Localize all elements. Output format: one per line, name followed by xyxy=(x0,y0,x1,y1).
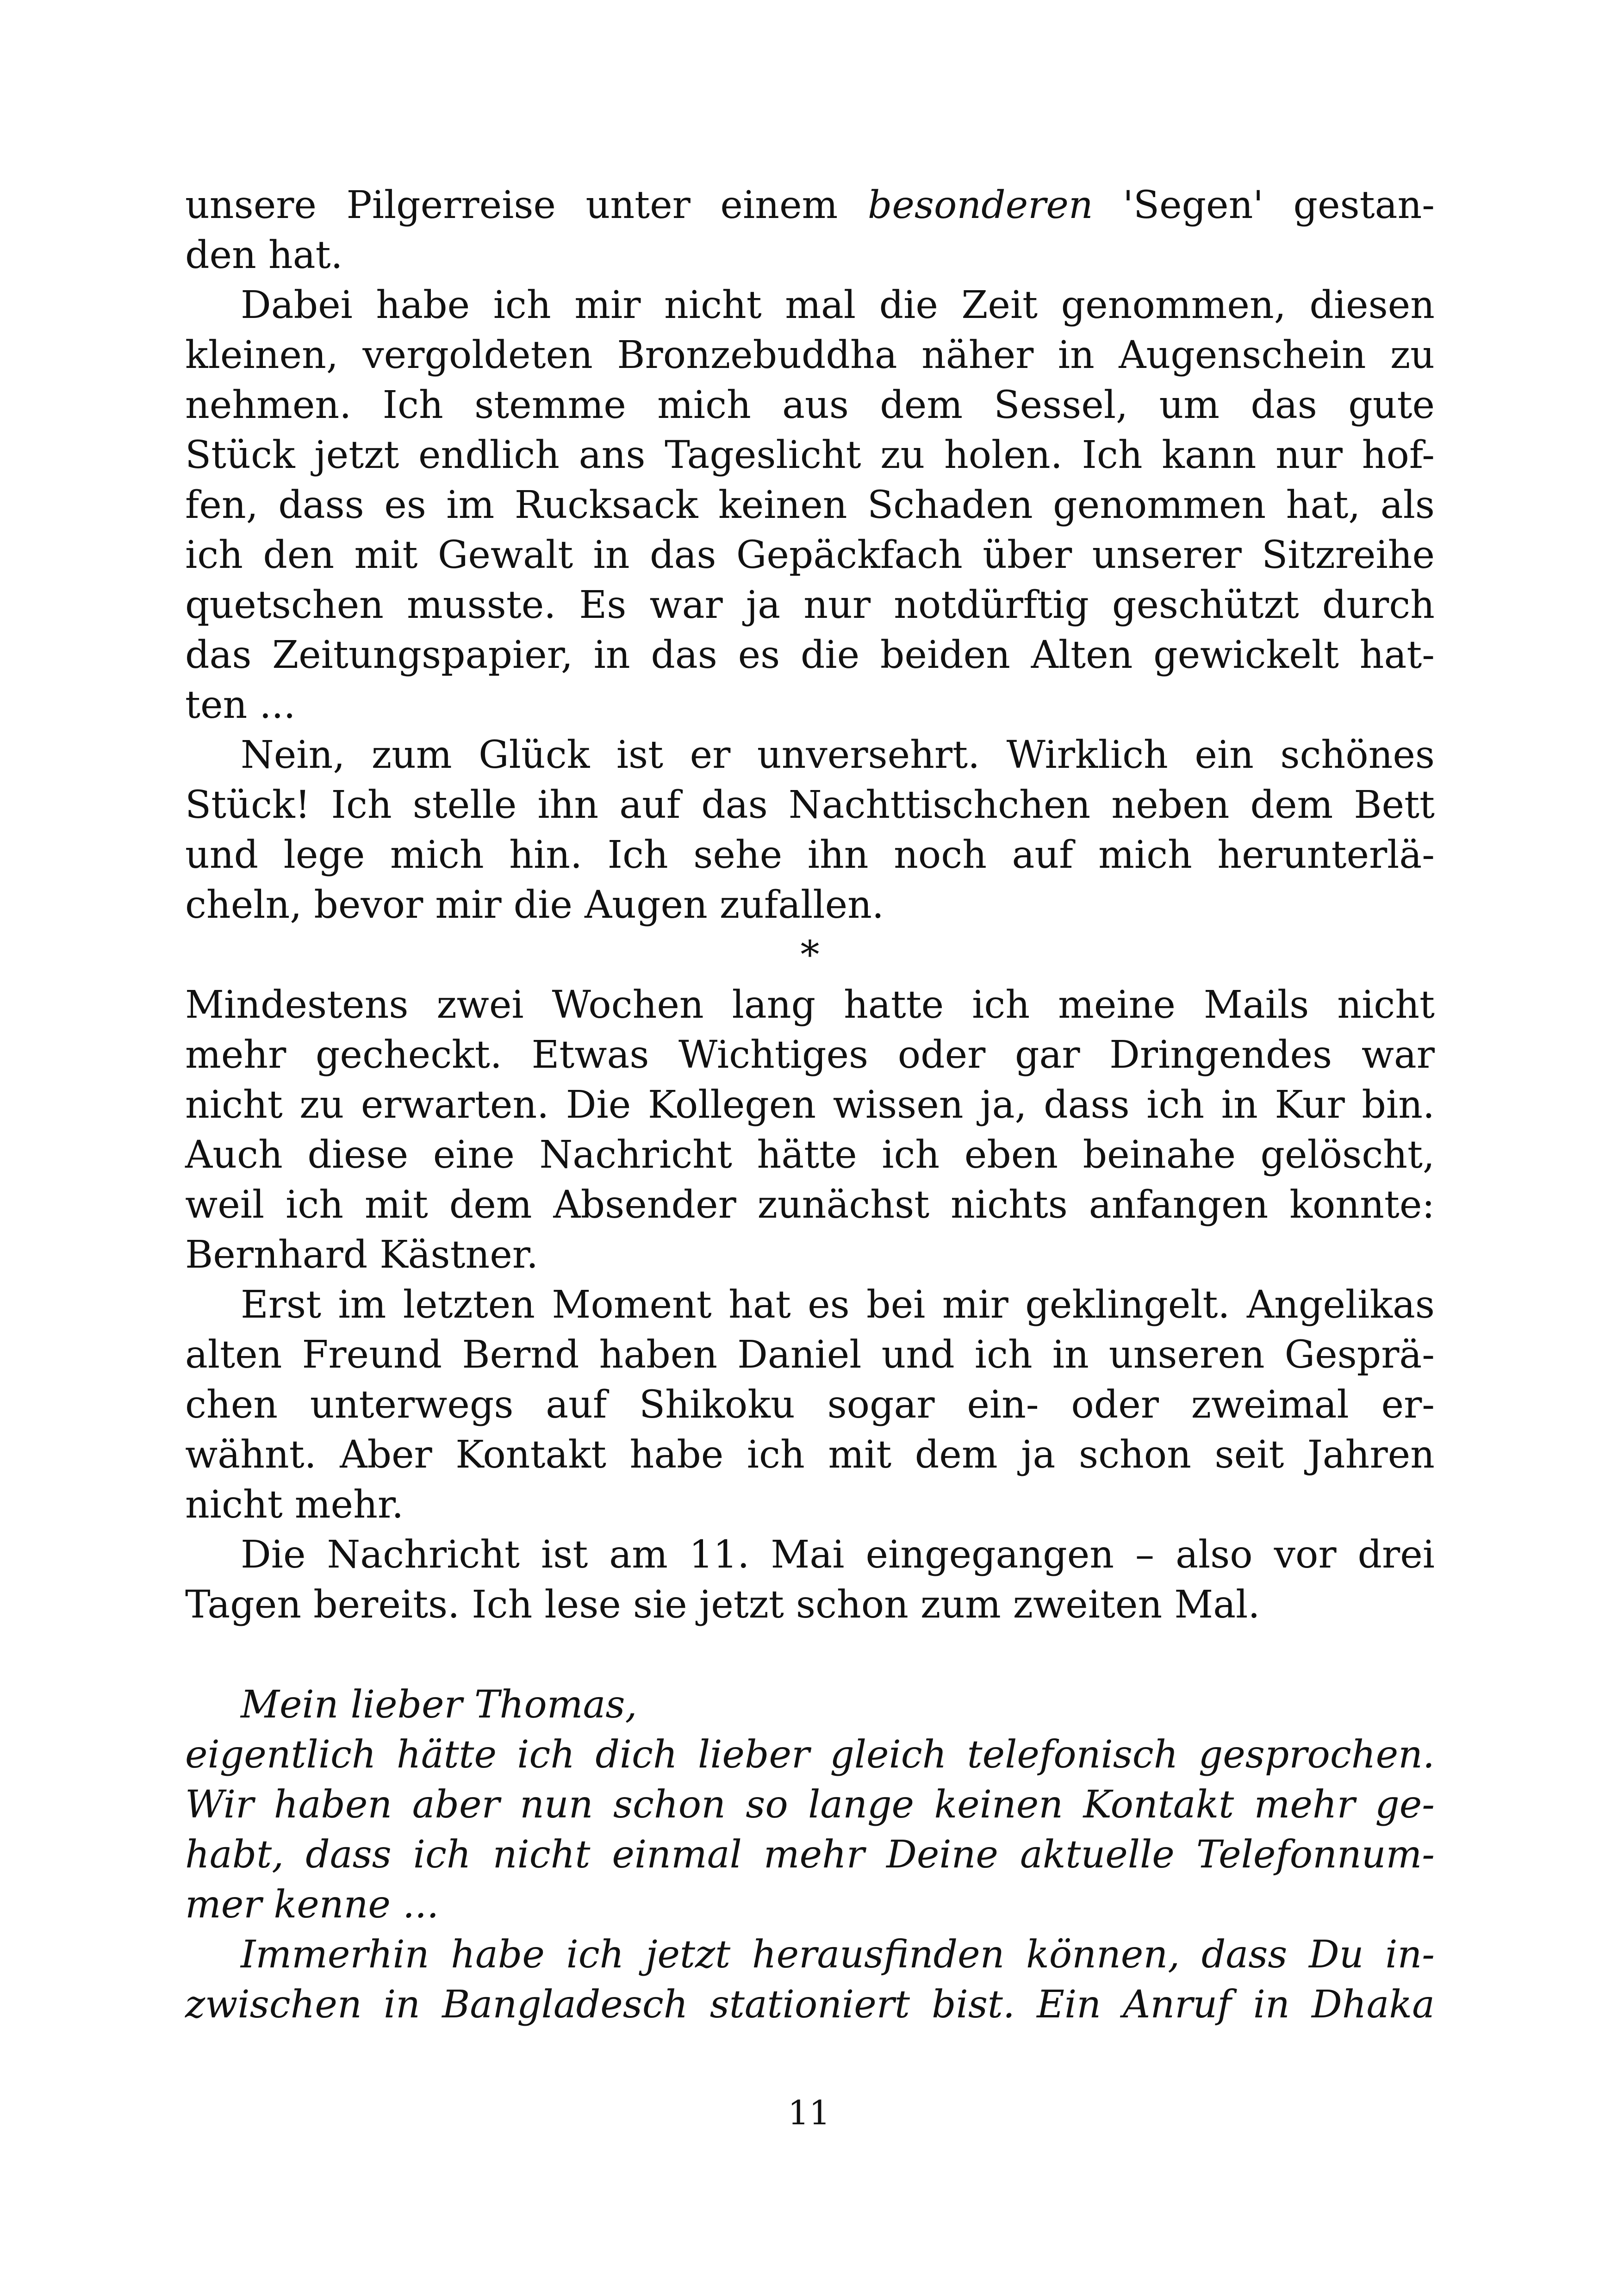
emphasis-word: besonderen xyxy=(867,183,1093,227)
letter-line-2: Wir haben aber nun schon so lange keinen Kontakt mehr ge- xyxy=(185,1783,1435,1827)
text-line-8: ich den mit Gewalt in das Gepäckfach über unserer Sitzreihe xyxy=(185,533,1435,577)
text-line-25: chen unterwegs auf Shikoku sogar ein- oder zweimal er- xyxy=(185,1383,1435,1427)
letter-line-4: mer kenne ... xyxy=(185,1883,439,1927)
text-line-20: Auch diese eine Nachricht hätte ich eben beinahe gelöscht, xyxy=(185,1133,1435,1177)
text-line-10: das Zeitungspapier, in das es die beiden Alten gewickelt hat- xyxy=(185,633,1435,677)
text-line-22: Bernhard Kästner. xyxy=(185,1233,539,1277)
text-line-28: Die Nachricht ist am 11. Mai eingegangen – also vor drei xyxy=(241,1533,1435,1577)
text-line-6: Stück jetzt endlich ans Tageslicht zu holen. Ich kann nur hof- xyxy=(185,433,1435,477)
text-line-12: Nein, zum Glück ist er unversehrt. Wirklich ein schönes xyxy=(241,733,1435,777)
text-line-13: Stück! Ich stelle ihn auf das Nachttischchen neben dem Bett xyxy=(185,783,1435,827)
text-line-11: ten ... xyxy=(185,683,296,727)
text-line-9: quetschen musste. Es war ja nur notdürftig geschützt durch xyxy=(185,583,1435,627)
letter-salutation: Mein lieber Thomas, xyxy=(241,1683,637,1727)
text-line-27: nicht mehr. xyxy=(185,1483,404,1527)
letter-line-6: zwischen in Bangladesch stationiert bist. Ein Anruf in Dhaka xyxy=(185,1983,1435,2027)
text-line-1 xyxy=(185,180,1435,230)
text-line-7: fen, dass es im Rucksack keinen Schaden genommen hat, als xyxy=(185,483,1435,527)
letter-line-3: habt, dass ich nicht einmal mehr Deine aktuelle Telefonnum- xyxy=(185,1833,1435,1877)
letter-line-5: Immerhin habe ich jetzt herausfinden können, dass Du in- xyxy=(241,1933,1435,1977)
text-segment: unsere Pilgerreise unter einem xyxy=(185,183,868,227)
text-line-4: kleinen, vergoldeten Bronzebuddha näher in Augenschein zu xyxy=(185,333,1435,377)
text-line-21: weil ich mit dem Absender zunächst nichts anfangen konnte: xyxy=(185,1183,1435,1227)
paragraph-gap xyxy=(185,1630,1435,1680)
text-line-26: wähnt. Aber Kontakt habe ich mit dem ja schon seit Jahren xyxy=(185,1433,1435,1477)
text-line-17: Mindestens zwei Wochen lang hatte ich meine Mails nicht xyxy=(185,983,1435,1027)
text-line-29: Tagen bereits. Ich lese sie jetzt schon zum zweiten Mal. xyxy=(185,1583,1260,1627)
letter-line-1: eigentlich hätte ich dich lieber gleich telefonisch gesprochen. xyxy=(185,1733,1435,1777)
text-line-18: mehr gecheckt. Etwas Wichtiges oder gar Dringendes war xyxy=(185,1033,1435,1077)
text-line-15: cheln, bevor mir die Augen zufallen. xyxy=(185,883,884,927)
text-line-23: Erst im letzten Moment hat es bei mir geklingelt. Angelikas xyxy=(241,1283,1435,1327)
page-number: 11 xyxy=(788,2093,830,2132)
text-line-14: und lege mich hin. Ich sehe ihn noch auf mich herunterlä- xyxy=(185,833,1435,877)
text-line-3: Dabei habe ich mir nicht mal die Zeit genommen, diesen xyxy=(241,283,1435,327)
text-line-24: alten Freund Bernd haben Daniel und ich in unseren Gesprä- xyxy=(185,1333,1435,1377)
text-line-5: nehmen. Ich stemme mich aus dem Sessel, um das gute xyxy=(185,383,1435,427)
book-page xyxy=(185,180,1435,2030)
text-line-19: nicht zu erwarten. Die Kollegen wissen ja, dass ich in Kur bin. xyxy=(185,1083,1435,1127)
text-line-2: den hat. xyxy=(185,233,343,277)
scene-break: * xyxy=(800,933,820,977)
text-segment: 'Segen' gestan- xyxy=(1093,183,1435,227)
